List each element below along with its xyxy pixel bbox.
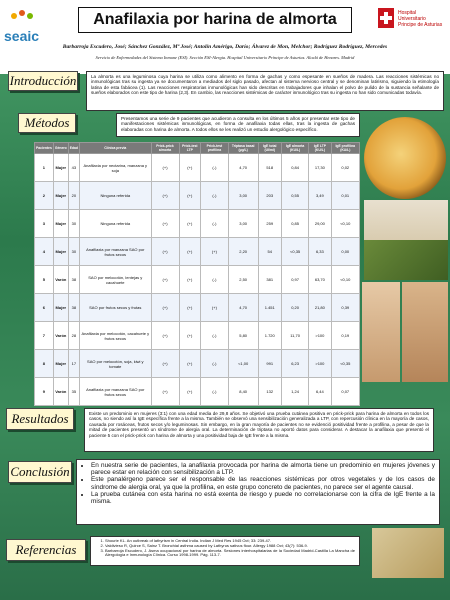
legume-photo [372,528,444,578]
references-label: Referencias [6,539,86,561]
table-cell: 0,19 [331,322,359,350]
table-cell: <0,10 [331,266,359,294]
table-cell: 3 [35,210,54,238]
table-cell: Varón [53,378,68,406]
table-header-cell: Género [53,143,68,154]
table-cell: 2,50 [228,266,258,294]
table-row [35,182,360,210]
seaic-logo-text: seaic [4,28,40,44]
table-header-cell: IgE total (UI/ml) [258,143,281,154]
table-cell: SAO por melocotón, soja, kiwi y tomate [80,350,152,378]
table-cell: 30 [68,238,79,266]
table-cell: Mujer [53,238,68,266]
table-cell: Anafilaxia por manzana SAO por frutos secos [80,238,152,266]
table-cell: >100 [309,350,331,378]
table-cell: 0,20 [281,294,308,322]
table-row [35,266,360,294]
table-cell: (-) [201,322,229,350]
skin-test-photo-1 [362,282,400,382]
table-cell: Mujer [53,350,68,378]
table-cell: Mujer [53,210,68,238]
conclusion-item: • En nuestra serie de pacientes, la anafilaxia provocada por harina de almorta tiene un predominio en mujeres jóvenes y parece estar en relación con sensibilización a LTP. [91,462,435,476]
table-cell: 17 [68,350,79,378]
table-cell: 9 [35,378,54,406]
reference-item: 2. Valdivieso R, Quirce S, Sainz T. Bronchial asthma caused by Lathyrus sativus flour. Allergy 1988 Oct; 43(7): 536-9. [105,544,355,549]
flour-bag-photo [364,200,448,240]
table-cell: (+) [201,294,229,322]
table-cell: Varón [53,266,68,294]
table-cell: <0,10 [331,210,359,238]
table-cell: (-) [201,266,229,294]
table-header-cell: Edad [68,143,79,154]
table-cell: 1,24 [281,378,308,406]
table-cell: 38 [68,294,79,322]
table-cell: >100 [309,322,331,350]
table-cell: (+) [179,210,201,238]
table-cell: Ninguna referida [80,182,152,210]
table-cell: 0,85 [281,210,308,238]
table-cell: 20 [68,182,79,210]
table-cell: (+) [151,154,179,182]
table-cell: (+) [179,238,201,266]
table-cell: 259 [258,210,281,238]
table-cell: 3,49 [309,182,331,210]
table-cell: (+) [151,266,179,294]
table-row [35,322,360,350]
skin-test-photo-2 [402,282,448,382]
table-cell: Anafilaxia por melocotón, cacahuete y frutos secos [80,322,152,350]
table-cell: 2 [35,182,54,210]
table-cell: 203 [258,182,281,210]
references-list [95,539,355,558]
table-cell: 8 [35,350,54,378]
table-cell: 29,00 [309,210,331,238]
table-cell: (+) [151,350,179,378]
table-header-cell: IgE LTP (KU/L) [309,143,331,154]
table-cell: 17,30 [309,154,331,182]
conclusion-list [81,462,435,505]
table-cell: Mujer [53,294,68,322]
references-box [90,536,360,566]
reference-item: 1. Shourie KL. An outbreak of lathyrism in Central India. Indian J Med Res 1945 Oct; 33: 239-47. [105,539,355,544]
table-cell: 6,23 [281,350,308,378]
porridge-photo [364,117,446,199]
table-cell: 1.451 [258,294,281,322]
poster-title-box [78,7,352,33]
table-header-cell: IgE profilina (KU/L) [331,143,359,154]
table-cell: 6,44 [309,378,331,406]
table-cell: 0,07 [331,378,359,406]
table-cell: 0,84 [281,154,308,182]
table-row [35,294,360,322]
table-row [35,238,360,266]
table-cell: Ninguna referida [80,210,152,238]
table-row [35,378,360,406]
table-cell: 63,70 [309,266,331,294]
table-cell: <0,35 [331,350,359,378]
table-cell: Varón [53,322,68,350]
table-cell: (+) [179,154,201,182]
table-cell: 0,01 [331,182,359,210]
table-cell: 4,70 [228,294,258,322]
table-cell: (+) [151,322,179,350]
table-header-cell: IgE almorta (KU/L) [281,143,308,154]
table-cell: (+) [179,322,201,350]
hospital-logo-text: Hospital Universitario Principe de Asturias [398,10,443,28]
affiliation: Servicio de Enfermedades del Sistema Inmune (ESI). Sección ESI-Alergia. Hospital Universitario Príncipe de Asturias. Alcalá de Henares. Madrid [95,55,355,60]
table-cell: Anafilaxia por manzana SAO por frutos secos [80,378,152,406]
table-cell: SAO por frutos secos y frutas [80,294,152,322]
table-cell: 2,20 [228,238,258,266]
table-header-cell: Prick-test LTP [179,143,201,154]
table-cell: 6 [35,294,54,322]
results-label: Resultados [6,408,74,430]
table-cell: 4,70 [228,154,258,182]
conclusion-label: Conclusión [8,461,72,483]
table-row [35,210,360,238]
table-cell: 28 [68,322,79,350]
table-cell: 1 [35,154,54,182]
table-cell: 4 [35,238,54,266]
table-cell: (+) [179,266,201,294]
table-row [35,350,360,378]
table-cell: 11,70 [281,322,308,350]
table-cell: 991 [258,350,281,378]
table-header-cell: Pacientes [35,143,54,154]
table-cell: 1.720 [258,322,281,350]
table-header-cell: Prick-prick almorta [151,143,179,154]
table-cell: (-) [201,182,229,210]
table-cell: Anafilaxia por nectarina, manzana y soja [80,154,152,182]
table-header-row [35,143,360,154]
table-header-cell: Clínica previa [80,143,152,154]
table-cell: 5 [35,266,54,294]
table-cell: 43 [68,154,79,182]
table-cell: 21,80 [309,294,331,322]
table-cell: (-) [201,350,229,378]
table-cell: 35 [68,378,79,406]
table-header-cell: Prick-test profilina [201,143,229,154]
table-cell: 7 [35,322,54,350]
table-cell: 518 [258,154,281,182]
conclusion-box [76,459,440,525]
table-row [35,154,360,182]
table-cell: (-) [201,378,229,406]
table-cell: (+) [151,238,179,266]
table-cell: (+) [151,210,179,238]
table-cell: 3,00 [228,210,258,238]
table-cell: (+) [151,294,179,322]
table-cell: 0,55 [281,182,308,210]
methods-text: Presentamos una serie de 9 pacientes que acudieron a consulta en los últimos 5 años por presentar este tipo de manifestaciones sistémicas inmunológicas, en forma de anafilaxia todas ellas, tras la ingesta de gachas elaboradas con harina de almorta. A todos ellos se les realizó un estudio alergológico específico. [116,113,360,137]
table-body [35,154,360,406]
methods-label: Métodos [18,113,76,133]
table-cell: 54 [258,238,281,266]
table-cell: <0,35 [281,238,308,266]
table-cell: Mujer [53,154,68,182]
table-cell: (-) [201,154,229,182]
table-cell: (-) [201,210,229,238]
table-cell: (+) [179,294,201,322]
table-cell: 3,00 [228,182,258,210]
table-cell: 5,80 [228,322,258,350]
table-cell: 38 [68,266,79,294]
table-cell: 132 [258,378,281,406]
intro-label: Introducción [8,71,78,91]
table-cell: 6,33 [309,238,331,266]
table-cell: 0,39 [331,294,359,322]
table-header-cell: Triptasa basal (µg/L) [228,143,258,154]
table-cell: 30 [68,210,79,238]
authors: Barbarroja Escudero, José; Sánchez González, Mª José; Antolín Amérigo, Darío; Álvarez de Mon, Melchor; Rodríguez Rodríguez, Mercedes [62,44,388,50]
header [0,0,450,74]
table-cell: (+) [179,182,201,210]
table-cell: 8,40 [228,378,258,406]
table-cell: (+) [179,378,201,406]
results-text: Existe un predominio en mujeres (3:1) con una edad media de 29,8 años. Se objetivó una prueba cutánea positiva en prick-prick para harina de almorta en todos los casos, no siendo así la IgE específica frente a la misma. También se observó una sensibilización generalizada a LTP, con repercusión clínica en la mayoría de casos, causada por rosáceas, frutos secos y/o leguminosas. Sin embargo, en la gran mayoría de pacientes no se evidenció positividad frente a profilina, a pesar de que la mitad de pacientes presentó un síndrome de alergia oral. La determinación de triptasa no aportó datos para considerar. A destacar la anafilaxia que presentó el paciente 5 con el prick-prick con harina de almorta y una positividad baja de IgE frente a la misma. [84,408,434,452]
table-cell: 0,97 [281,266,308,294]
table-cell: Mujer [53,182,68,210]
patients-table [34,142,360,406]
table-cell: 0,02 [331,154,359,182]
table-cell: (+) [179,350,201,378]
poster-title: Anafilaxia por harina de almorta [93,11,337,28]
reference-item: 3. Barbarroja Escudero, J. Asma ocupacional por harina de almorta. Sesiones interhospitalarias de la Sociedad Madrid-Castilla La Mancha de Alergología e Inmunología Clínica. Curso 1998-1999. Pág. 113-7. [105,549,355,559]
conclusion-item: • La prueba cutánea con esta harina no está exenta de riesgo y puede no correlacionarse con la cifra de IgE frente a la misma. [91,491,435,505]
table-cell: SAO por melocotón, lentejas y cacahuete [80,266,152,294]
table-cell: (+) [151,182,179,210]
table-cell: 0,00 [331,238,359,266]
table-cell: 381 [258,266,281,294]
conclusion-item: • Este panalérgeno parece ser el responsable de las reacciones sistémicas por otros vegetales y de los casos de síndrome de alergia oral, ya que la profilina, en este grupo concreto de pacientes, no parece ser el agente causal. [91,476,435,490]
table-cell: (+) [201,238,229,266]
plant-photo [364,240,448,280]
table-cell: (+) [151,378,179,406]
table-cell: <1,00 [228,350,258,378]
intro-text: La almorta es una leguminosa cuya harina se utiliza como alimento en forma de gachas y como espesante en sueños de madera. Las reacciones sistémicas no inmunológicas tras su ingesta ya se documentaron a mediados del siglo pasado, afectan al sistema nervioso central y se denominan latirismo, siguiendo la etimología latina de esta fabácea (1). Las reacciones respiratorias inmunológicas han sido descritas en trabajadores que inhalan el polvo de pulido de la sustancia señalante de sueños elaborados con este tipo de harina (2,3). En cambio, las reacciones sistémicas de carácter inmunológico tras su ingesta no han sido comunicadas todavía. [86,71,444,111]
